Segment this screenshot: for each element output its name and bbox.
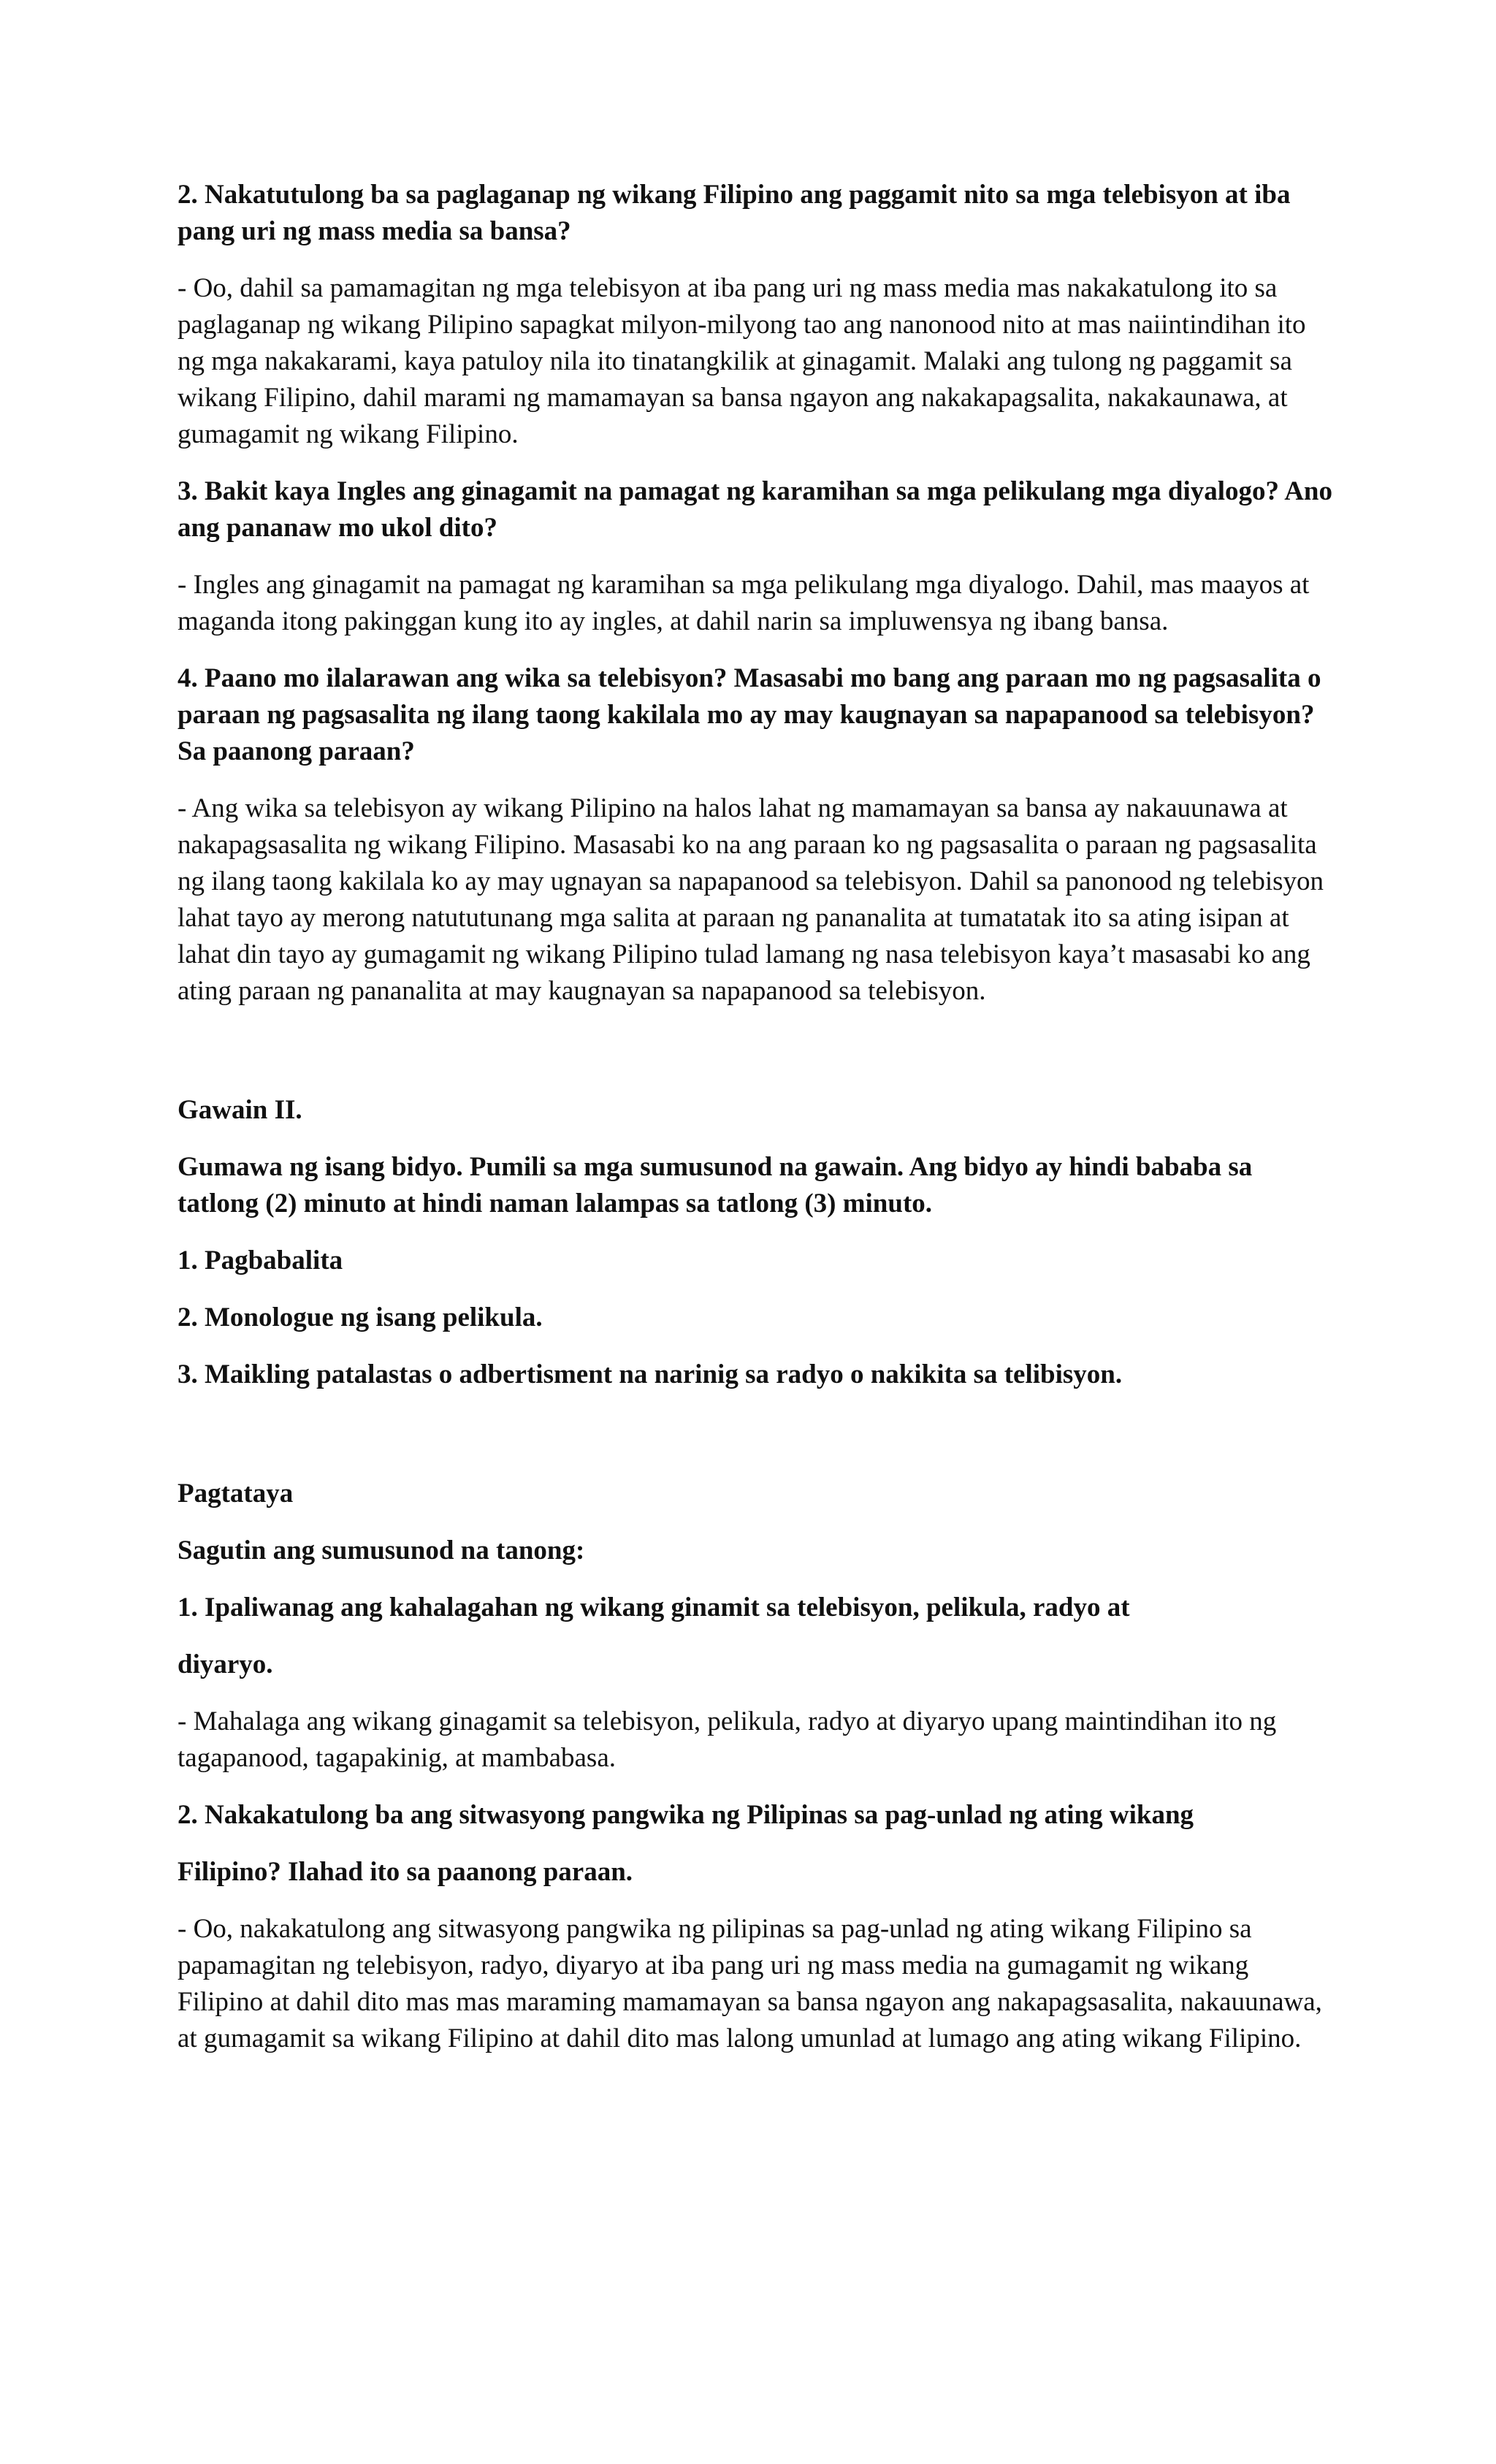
question-4: 4. Paano mo ilalarawan ang wika sa telebisyon? Masasabi mo bang ang paraan mo ng pagsasalita o paraan ng pagsasalita ng ilang taong kakilala mo ay may kaugnayan sa napapanood sa telebisyon? Sa paanong paraan? [178,663,1321,766]
gawain-title: Gawain II. [178,1095,302,1125]
pagtataya-question-2-line-1: 2. Nakakatulong ba ang sitwasyong pangwika ng Pilipinas sa pag-unlad ng ating wikang [178,1800,1194,1830]
section-gap [178,1030,1339,1092]
section-gap [178,1414,1339,1476]
pagtataya-title: Pagtataya [178,1479,294,1508]
document-body [178,177,1339,2078]
question-2: 2. Nakatutulong ba sa paglaganap ng wikang Filipino ang paggamit nito sa mga telebisyon at iba pang uri ng mass media sa bansa? [178,180,1291,246]
pagtataya-question-2-line-2: Filipino? Ilahad ito sa paanong paraan. [178,1857,633,1887]
gawain-item-2: 2. Monologue ng isang pelikula. [178,1302,543,1332]
question-3: 3. Bakit kaya Ingles ang ginagamit na pamagat ng karamihan sa mga pelikulang mga diyalogo? Ano ang pananaw mo ukol dito? [178,476,1333,543]
pagtataya-question-1-line-1: 1. Ipaliwanag ang kahalagahan ng wikang ginamit sa telebisyon, pelikula, radyo at [178,1593,1130,1622]
gawain-instruction: Gumawa ng isang bidyo. Pumili sa mga sumusunod na gawain. Ang bidyo ay hindi bababa sa tatlong (2) minuto at hindi naman lalampas sa tatlong (3) minuto. [178,1152,1253,1218]
answer-4: - Ang wika sa telebisyon ay wikang Pilipino na halos lahat ng mamamayan sa bansa ay nakauunawa at nakapagsasalita ng wikang Filipino. Masasabi ko na ang paraan ko ng pagsasalita o paraan ng pagsasalita ng ilang taong kakilala ko ay may ugnayan sa napapanood sa telebisyon. Dahil sa panonood ng telebisyon lahat tayo ay merong natututunang mga salita at paraan ng pananalita at tumatatak ito sa ating isipan at lahat din tayo ay gumagamit ng wikang Pilipino tulad lamang ng nasa telebisyon kaya’t masasabi ko ang ating paraan ng pananalita at may kaugnayan sa napapanood sa telebisyon. [178,793,1324,1006]
answer-3: - Ingles ang ginagamit na pamagat ng karamihan sa mga pelikulang mga diyalogo. Dahil, mas maayos at maganda itong pakinggan kung ito ay ingles, at dahil narin sa impluwensya ng ibang bansa. [178,570,1310,636]
gawain-item-1: 1. Pagbabalita [178,1246,343,1275]
pagtataya-instruction: Sagutin ang sumusunod na tanong: [178,1536,585,1565]
pagtataya-question-1-line-2: diyaryo. [178,1649,273,1679]
pagtataya-answer-1: - Mahalaga ang wikang ginagamit sa telebisyon, pelikula, radyo at diyaryo upang maintindihan ito ng tagapanood, tagapakinig, at mambabasa. [178,1706,1277,1773]
pagtataya-answer-2: - Oo, nakakatulong ang sitwasyong pangwika ng pilipinas sa pag-unlad ng ating wikang Filipino sa papamagitan ng telebisyon, radyo, diyaryo at iba pang uri ng mass media na gumagamit ng wikang Filipino at dahil dito mas mas maraming mamamayan sa bansa ngayon ang nakapagsasalita, nakauunawa, at gumagamit sa wikang Filipino at dahil dito mas lalong umunlad at lumago ang ating wikang Filipino. [178,1914,1322,2053]
gawain-item-3: 3. Maikling patalastas o adbertisment na narinig sa radyo o nakikita sa telibisyon. [178,1359,1123,1389]
answer-2: - Oo, dahil sa pamamagitan ng mga telebisyon at iba pang uri ng mass media mas nakakatulong ito sa paglaganap ng wikang Pilipino sapagkat milyon-milyong tao ang nanonood nito at mas naiintindihan ito ng mga nakakarami, kaya patuloy nila ito tinatangkilik at ginagamit. Malaki ang tulong ng paggamit sa wikang Filipino, dahil marami ng mamamayan sa bansa ngayon ang nakakapagsalita, nakakaunawa, at gumagamit ng wikang Filipino. [178,273,1306,449]
